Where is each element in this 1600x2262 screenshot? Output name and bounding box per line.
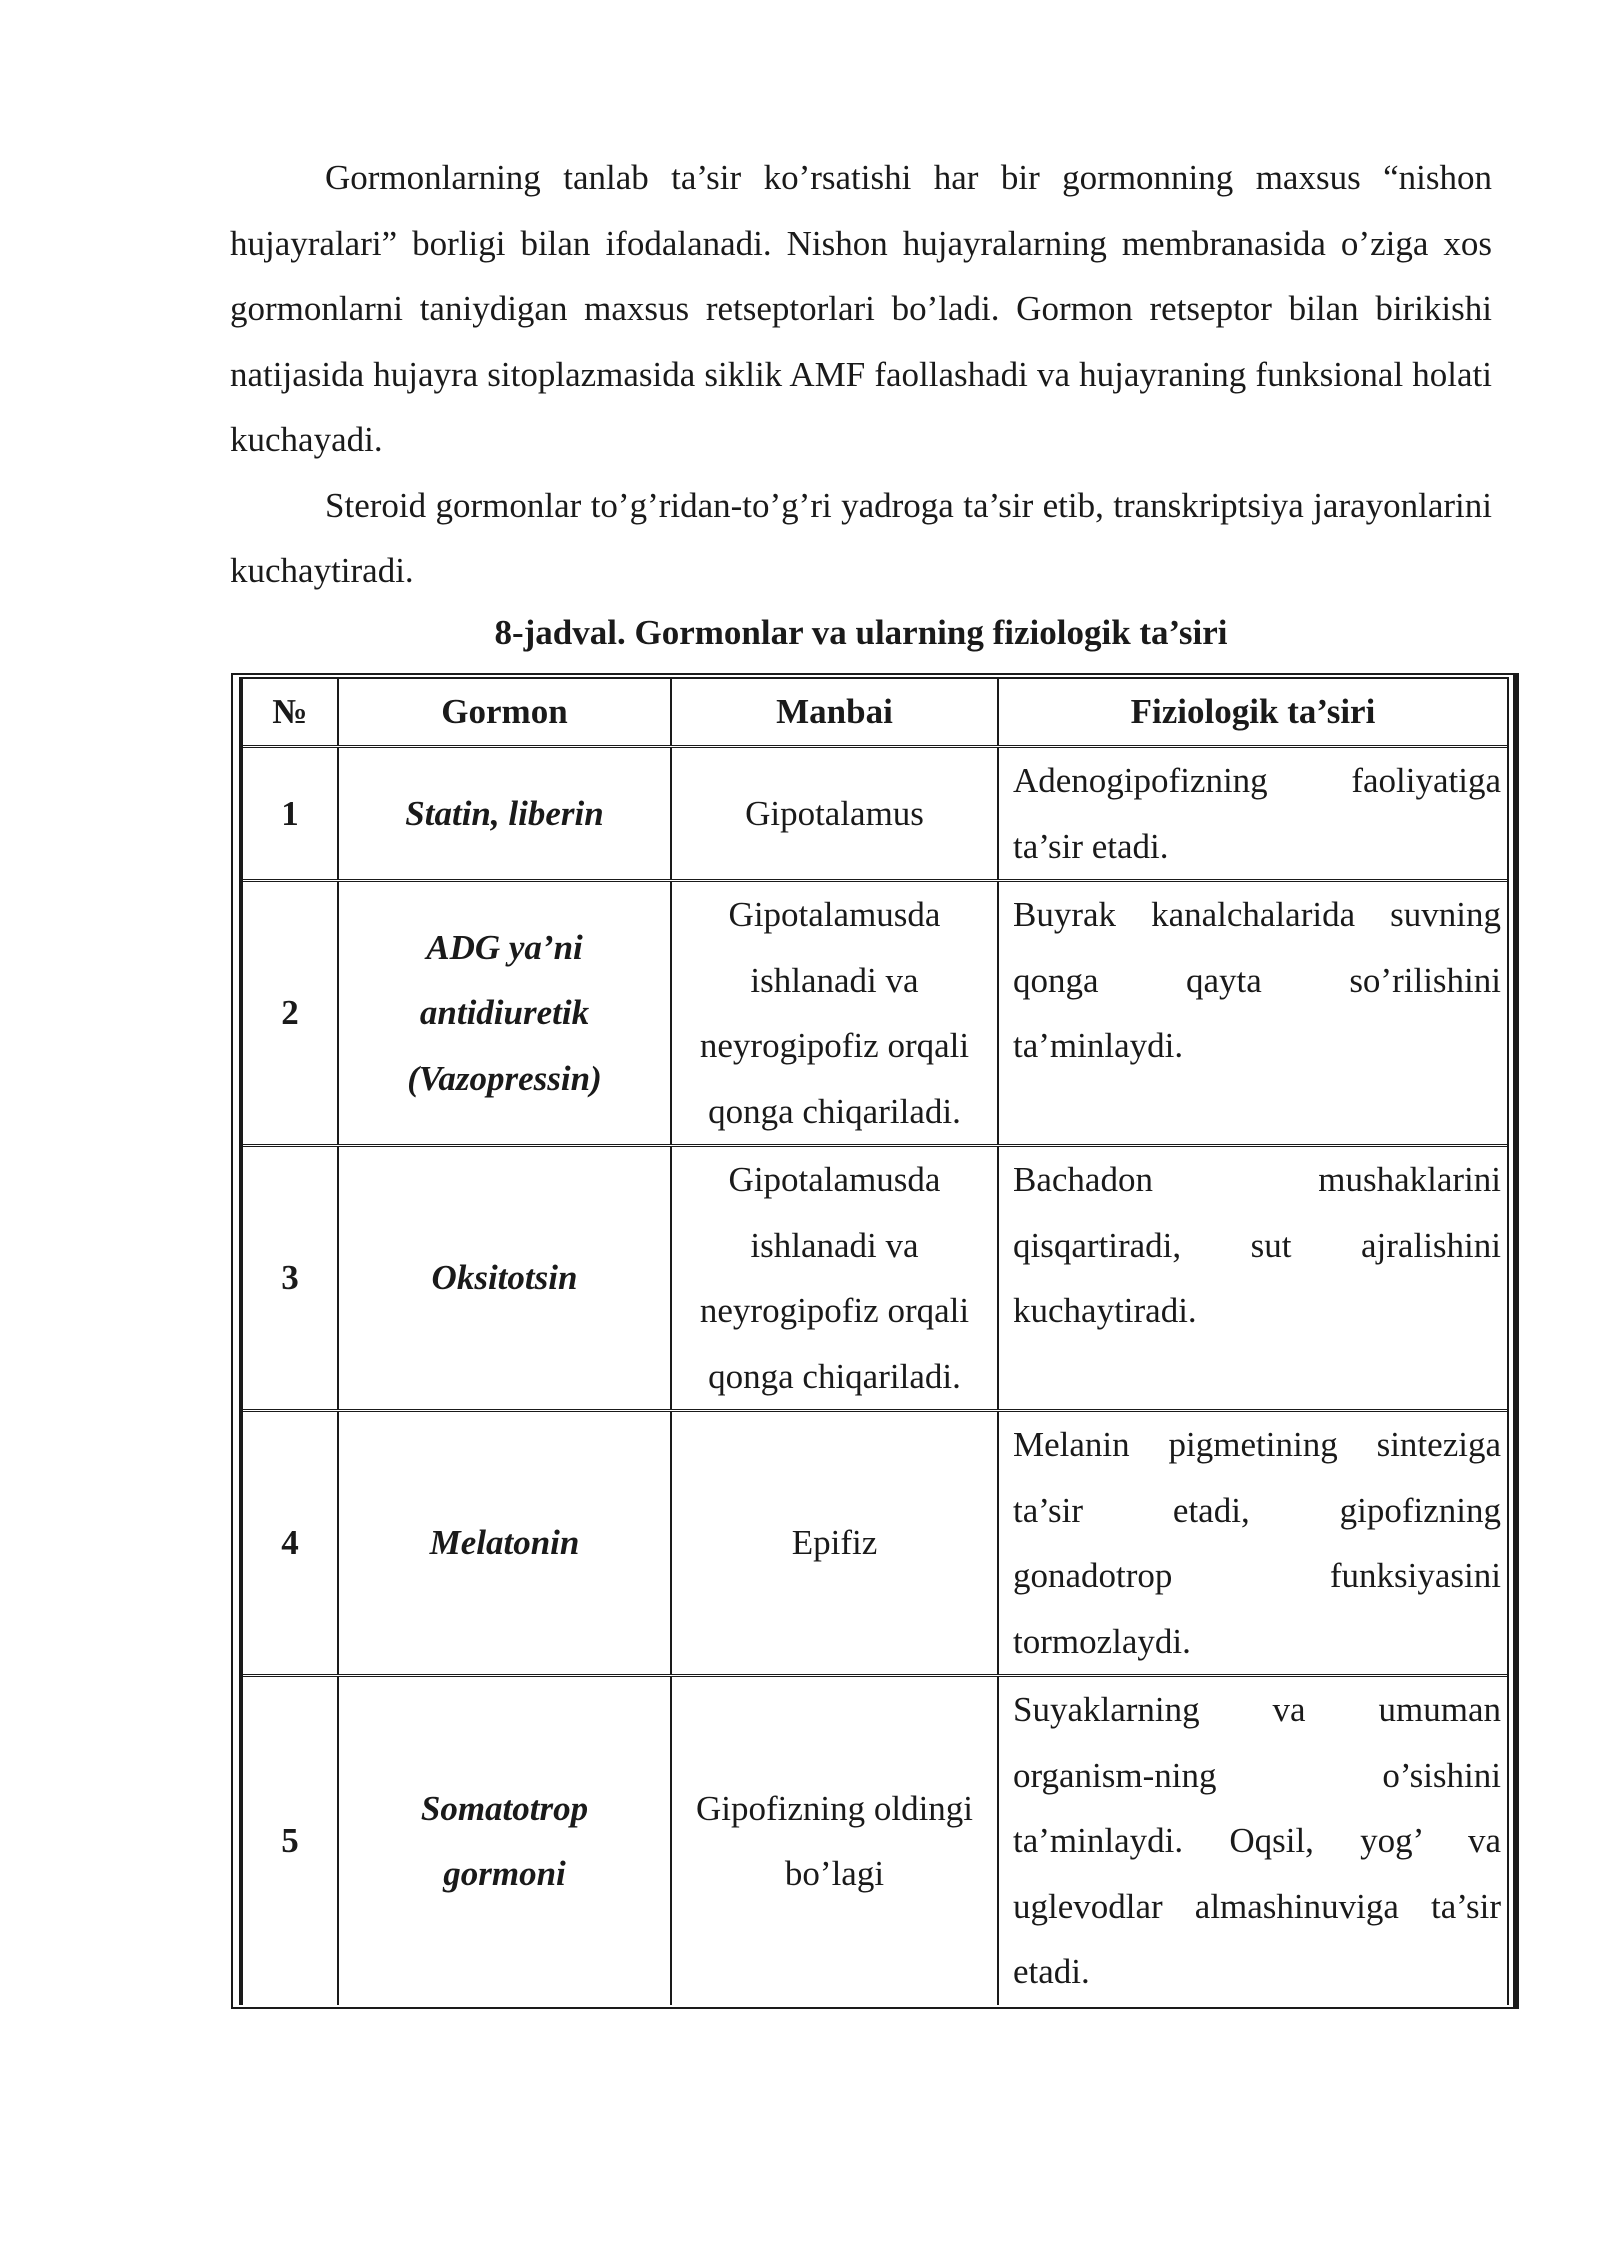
- table-row: [243, 1411, 1507, 1676]
- body-text: [230, 145, 1492, 604]
- row-number: 4: [243, 1411, 338, 1676]
- row-number: 3: [243, 1146, 338, 1411]
- row-number: 1: [243, 747, 338, 881]
- hormones-table-frame: [231, 673, 1519, 2009]
- row-number: 5: [243, 1676, 338, 2006]
- hormone-source: Epifiz: [671, 1411, 998, 1676]
- hormone-name: Melatonin: [338, 1411, 671, 1676]
- table-row: [243, 747, 1507, 881]
- table-caption: 8-jadval. Gormonlar va ularning fiziologik ta’siri: [494, 613, 1228, 652]
- hormone-source: Gipotalamusda ishlanadi va neyrogipofiz orqali qonga chiqariladi.: [671, 881, 998, 1146]
- hormone-effect: Buyrak kanalchalarida suvning qonga qayta so’rilishini ta’minlaydi.: [998, 881, 1507, 1146]
- table-header-row: [243, 678, 1507, 747]
- table-row: [243, 1676, 1507, 2006]
- column-header-number: №: [243, 678, 338, 747]
- hormone-name: ADG ya’ni antidiuretik (Vazopressin): [338, 881, 671, 1146]
- hormone-effect: Bachadon mushaklarini qisqartiradi, sut ajralishini kuchaytiradi.: [998, 1146, 1507, 1411]
- hormone-source: Gipotalamusda ishlanadi va neyrogipofiz orqali qonga chiqariladi.: [671, 1146, 998, 1411]
- column-header-source: Manbai: [671, 678, 998, 747]
- hormone-effect: Melanin pigmetining sinteziga ta’sir etadi, gipofizning gonadotrop funksiyasini tormozlaydi.: [998, 1411, 1507, 1676]
- table-row: [243, 881, 1507, 1146]
- hormone-effect: Adenogipofizning faoliyatiga ta’sir etadi.: [998, 747, 1507, 881]
- table-row: [243, 1146, 1507, 1411]
- column-header-hormone: Gormon: [338, 678, 671, 747]
- hormone-source: Gipofizning oldingi bo’lagi: [671, 1676, 998, 2006]
- hormone-effect: Suyaklarning va umuman organism-ning o’sishini ta’minlaydi. Oqsil, yog’ va uglevodlar almashinuviga ta’sir etadi.: [998, 1676, 1507, 2006]
- hormone-name: Oksitotsin: [338, 1146, 671, 1411]
- row-number: 2: [243, 881, 338, 1146]
- paragraph: Steroid gormonlar to’g’ridan-to’g’ri yadroga ta’sir etib, transkriptsiya jarayonlarini kuchaytiradi.: [230, 485, 1492, 590]
- hormone-name: Somatotrop gormoni: [338, 1676, 671, 2006]
- paragraph: Gormonlarning tanlab ta’sir ko’rsatishi har bir gormonning maxsus “nishon hujayralari” borligi bilan ifodalanadi. Nishon hujayralarning membranasida o’ziga xos gormonlarni taniydigan maxsus retseptorlari bo’ladi. Gormon retseptor bilan birikishi natijasida hujayra sitoplazmasida siklik AMF faollashadi va hujayraning funksional holati kuchayadi.: [230, 158, 1492, 459]
- hormones-table: [243, 677, 1507, 2005]
- hormone-name: Statin, liberin: [338, 747, 671, 881]
- hormone-source: Gipotalamus: [671, 747, 998, 881]
- column-header-effect: Fiziologik ta’siri: [998, 678, 1507, 747]
